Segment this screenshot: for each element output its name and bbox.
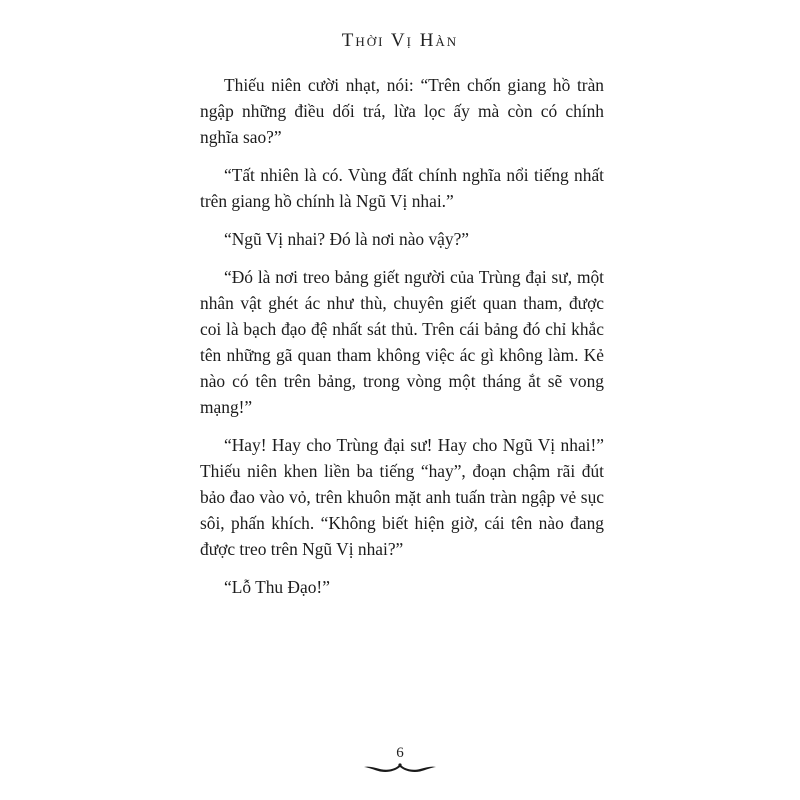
page-footer	[0, 745, 800, 775]
paragraph-2: “Tất nhiên là có. Vùng đất chính nghĩa nổi tiếng nhất trên giang hồ chính là Ngũ Vị nhai.”	[200, 165, 604, 211]
paragraph-6: “Lỗ Thu Đạo!”	[224, 577, 330, 597]
running-header: Thời Vị Hàn	[341, 30, 459, 51]
paragraph-4: “Đó là nơi treo bảng giết người của Trùng đại sư, một nhân vật ghét ác như thù, chuyên giết quan tham, được coi là bạch đạo đệ nhất sát thủ. Trên cái bảng đó chỉ khắc tên những gã quan tham không việc ác gì không làm. Kẻ nào có tên trên bảng, trong vòng một tháng ắt sẽ vong mạng!”	[200, 267, 604, 417]
paragraph-1: Thiếu niên cười nhạt, nói: “Trên chốn giang hồ tràn ngập những điều dối trá, lừa lọc ấy mà còn có chính nghĩa sao?”	[200, 75, 604, 147]
paragraph-5: “Hay! Hay cho Trùng đại sư! Hay cho Ngũ Vị nhai!” Thiếu niên khen liền ba tiếng “hay”, đoạn chậm rãi đút bảo đao vào vỏ, trên khuôn mặt anh tuấn tràn ngập vẻ sục sôi, phấn khích. “Không biết hiện giờ, cái tên nào đang được treo trên Ngũ Vị nhai?”	[200, 435, 604, 559]
paragraph-3: “Ngũ Vị nhai? Đó là nơi nào vậy?”	[224, 229, 470, 249]
flourish-ornament-icon	[362, 761, 438, 775]
body-text	[200, 72, 604, 612]
page-number: 6	[396, 745, 404, 761]
